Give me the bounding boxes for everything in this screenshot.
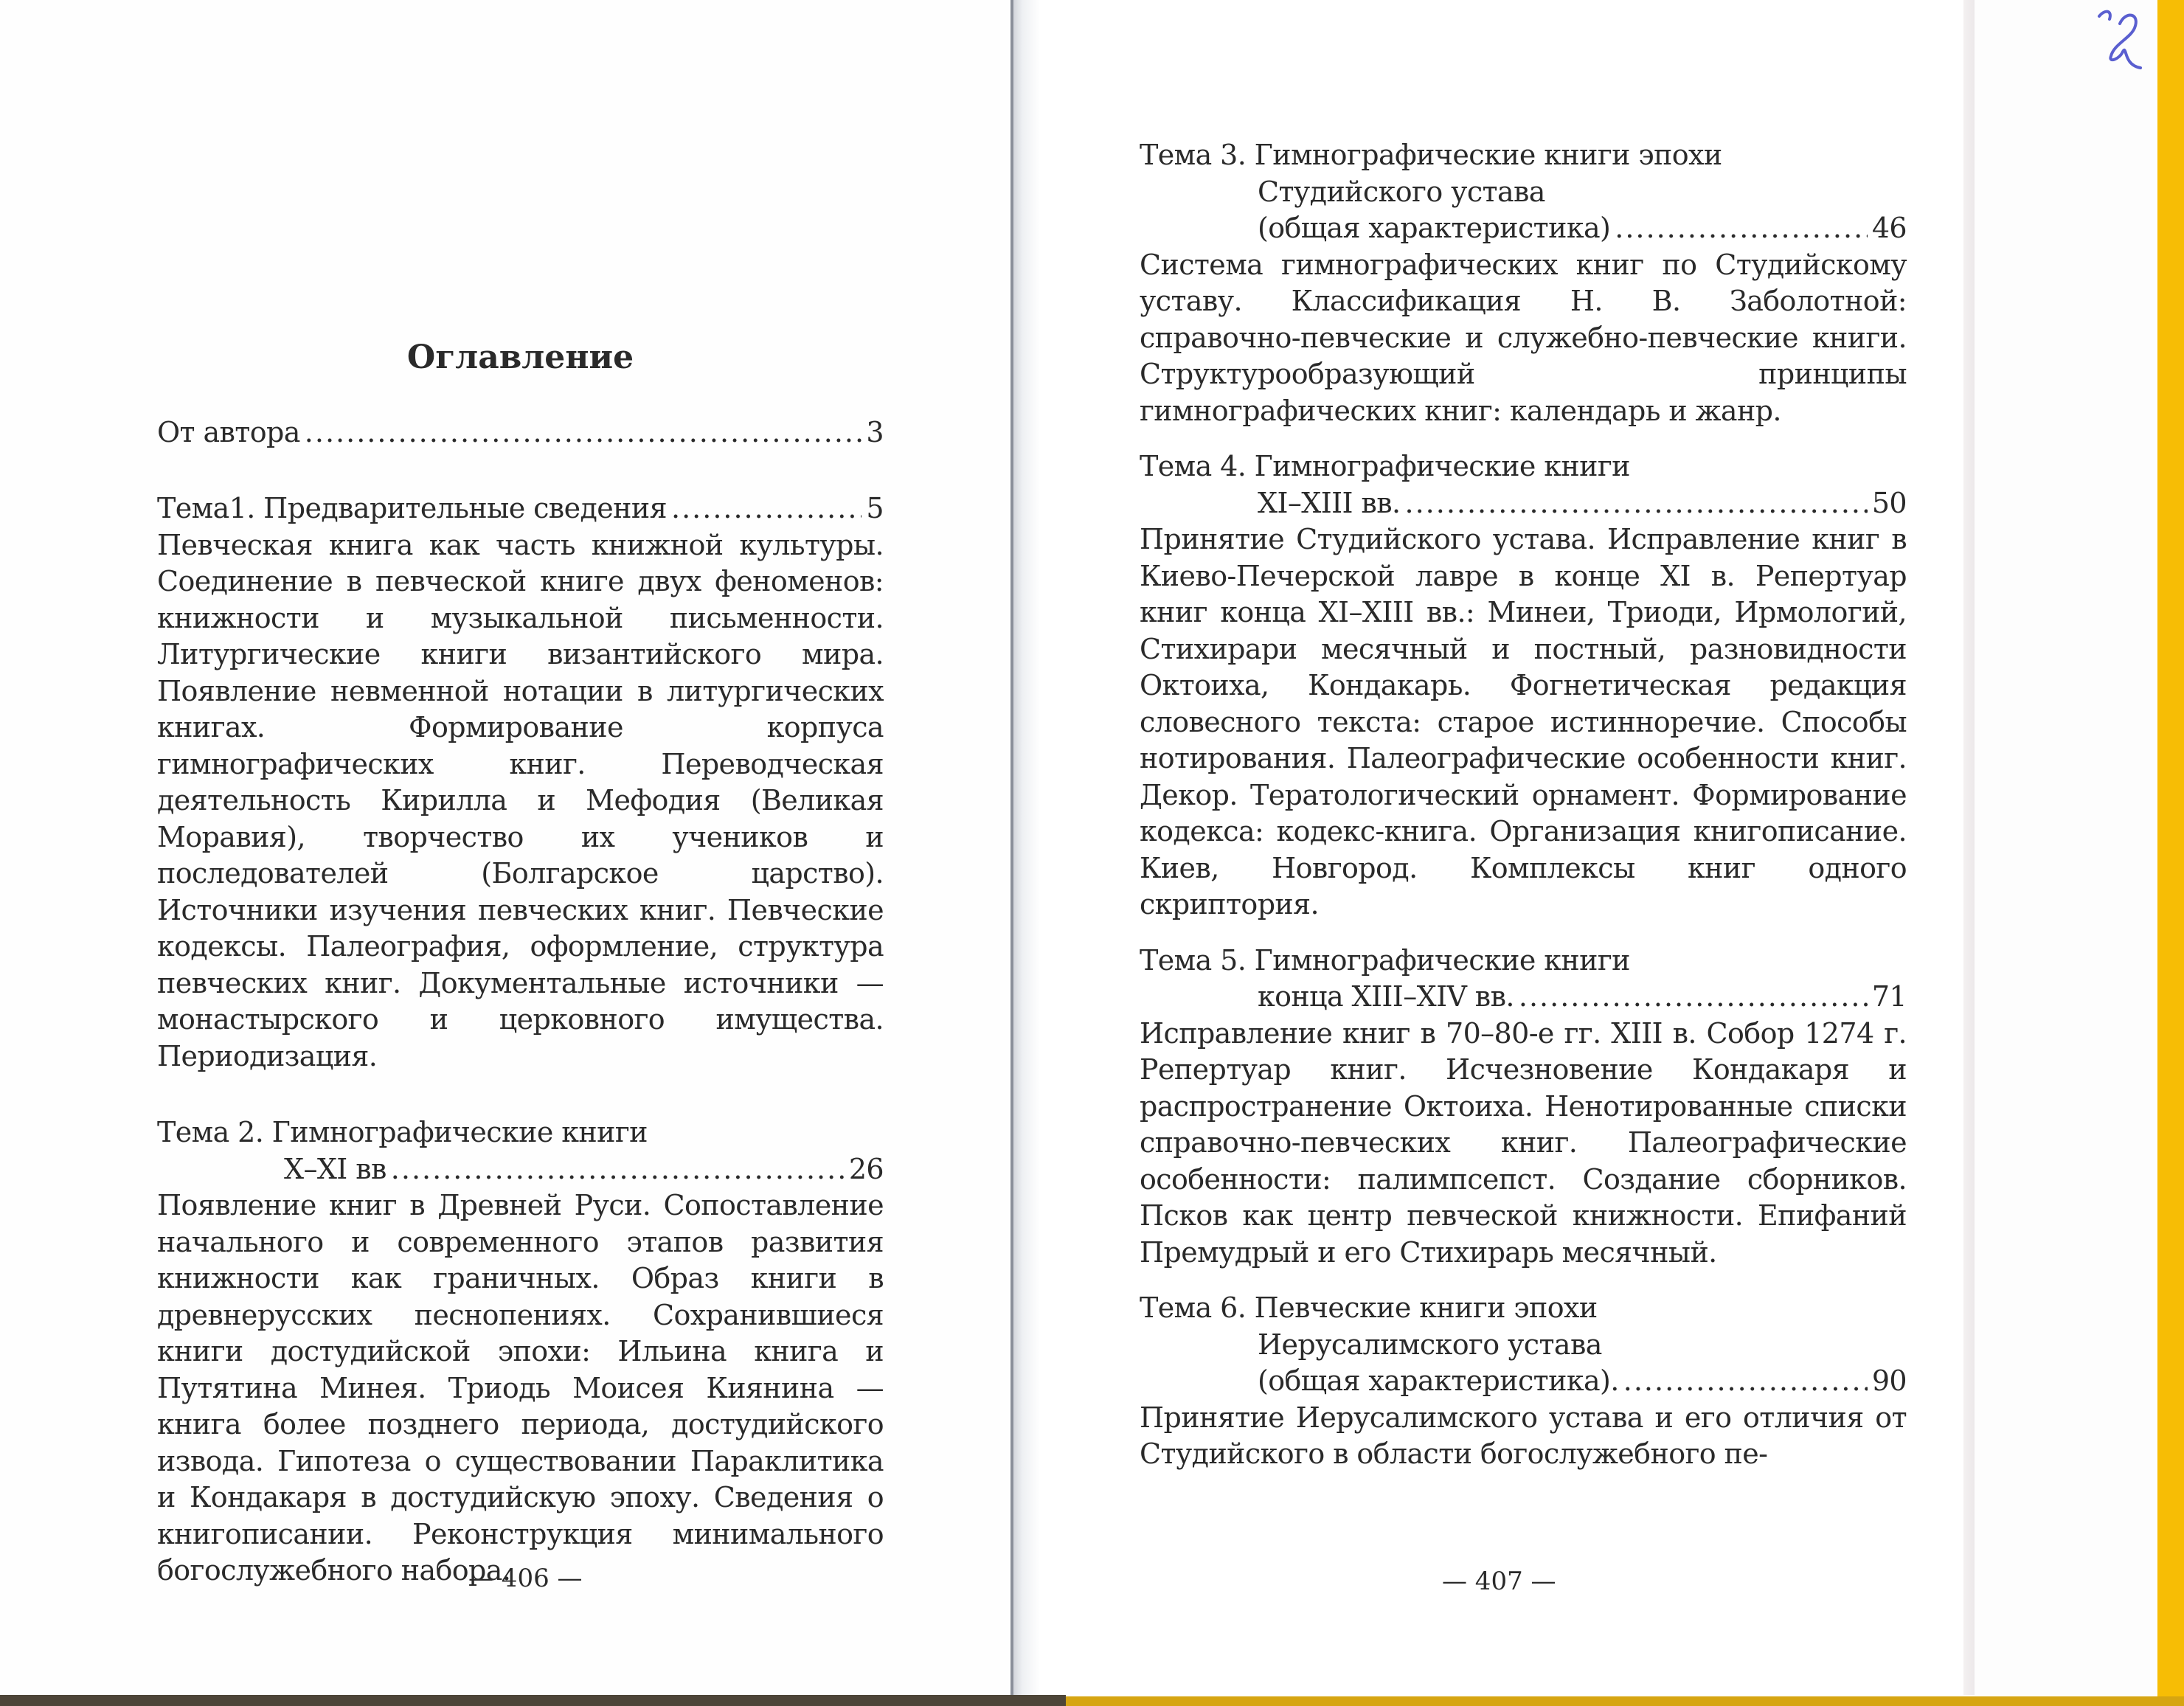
dot-leader [1615, 210, 1868, 247]
toc-left-column [157, 339, 884, 1589]
toc-entry-title-line: Иерусалимского устава [1258, 1328, 1602, 1361]
scanner-bottom-edge [0, 1695, 1066, 1706]
toc-entry-title: XI–XIII вв. [1258, 486, 1401, 519]
toc-leader-line [157, 415, 884, 451]
toc-entry-topic-4[interactable] [1140, 448, 1907, 923]
toc-entry-page: 26 [848, 1152, 884, 1185]
toc-entry-title-line: Тема 6. Певческие книги эпохи [1140, 1291, 1598, 1324]
toc-leader-line [157, 1151, 884, 1188]
toc-entry-title-line: Тема 5. Гимнографические книги [1140, 943, 1630, 977]
toc-entry-page: 46 [1871, 212, 1907, 244]
toc-entry-title-line: Тема 3. Гимнографические книги эпохи [1140, 139, 1722, 171]
toc-entry-page: 71 [1871, 980, 1907, 1013]
dot-leader [1623, 1363, 1868, 1400]
toc-entry-author[interactable] [157, 415, 884, 451]
handwritten-page-mark [2096, 6, 2149, 72]
dot-leader [1519, 979, 1868, 1016]
toc-entry-title-line: Тема 2. Гимнографические книги [157, 1116, 648, 1148]
toc-entry-title-line: Тема 4. Гимнографические книги [1140, 450, 1630, 482]
toc-entry-title: конца XIII–XIV вв. [1258, 980, 1514, 1013]
cover-edge-right [2157, 0, 2184, 1706]
toc-entry-description: Принятие Иерусалимского устава и его отличия от Студийского в области богослужебного пе- [1140, 1401, 1907, 1470]
toc-entry-topic-3[interactable] [1140, 137, 1907, 429]
page-number-left: — 406 — [468, 1564, 583, 1593]
toc-entry-title-line: Студийского устава [1258, 175, 1545, 208]
cover-edge-bottom [1066, 1696, 2184, 1706]
toc-entry-description: Певческая книга как часть книжной культуры. Соединение в певческой книге двух феноменов: книжности и музыкальной письменности. Литургические книги византийского мира. Появление невменной нотации в литургических книгах. Формирование корпуса гимнографических книг. Переводческая деятельность Кирилла и Мефодия (Великая Моравия), творчество их учеников и последователей (Болгарское царство). Источники изучения певческих книг. Певческие кодексы. Палеография, оформление, структура певческих книг. Документальные источники — монастырского и церковного имущества. Периодизация. [157, 528, 884, 1072]
toc-entry-title: X–XI вв [284, 1152, 386, 1185]
toc-leader-line [1140, 979, 1907, 1016]
toc-entry-description: Исправление книг в 70–80-е гг. XIII в. Собор 1274 г. Репертуар книг. Исчезновение Кондакаря и распространение Октоиха. Ненотированные списки справочно-певческих книг. Палеографические особенности: палимпсепст. Создание сборников. Псков как центр певческой книжности. Епифаний Премудрый и его Стихирарь месячный. [1140, 1016, 1907, 1269]
toc-entry-page: 90 [1871, 1365, 1907, 1397]
toc-leader-line [157, 490, 884, 527]
book-gutter-line [1010, 0, 1013, 1695]
toc-entry-topic-1[interactable] [157, 490, 884, 1075]
toc-entry-title: От автора [157, 415, 300, 448]
toc-entry-page: 5 [866, 492, 884, 524]
toc-leader-line [1140, 1363, 1907, 1400]
toc-entry-title: (общая характеристика). [1258, 1365, 1619, 1397]
dot-leader [391, 1151, 845, 1188]
dot-leader [1405, 485, 1868, 522]
toc-entry-description: Появление книг в Древней Руси. Сопоставление начального и современного этапов развития книжности как граничных. Образ книги в древнерусских песнопениях. Сохранившиеся книги достудийской эпохи: Ильина книга и Путятина Минея. Триодь Моисея Киянина — книга более позднего периода, достудийского извода. Гипотеза о существовании Параклитика и Кондакаря в достудийскую эпоху. Сведения о книгописании. Реконструкция минимального богослужебного набора. [157, 1189, 884, 1587]
toc-entry-topic-5[interactable] [1140, 943, 1907, 1272]
book-spine-shadow [1010, 0, 1040, 1695]
toc-entry-topic-2[interactable] [157, 1114, 884, 1589]
toc-heading: Оглавление [406, 339, 634, 376]
toc-entry-description: Принятие Студийского устава. Исправление книг в Киево-Печерской лавре в конце XI в. Репертуар книг конца XI–XIII вв.: Минеи, Триоди, Ирмологий, Стихирари месячный и постный, разновидности Октоиха, Кондакарь. Фогнетическая редакция словесного текста: старое истинноречие. Способы нотирования. Палеографические особенности книг. Декор. Тератологический орнамент. Формирование кодекса: кодекс-книга. Организация книгописание. Киев, Новгород. Комплексы книг одного скриптория. [1140, 523, 1907, 920]
page-edge-strip [1963, 0, 1975, 1695]
dot-leader [671, 490, 862, 527]
toc-right-column [1140, 137, 1907, 1473]
toc-entry-page: 3 [866, 415, 884, 448]
toc-entry-title: Тема1. Предварительные сведения [157, 492, 667, 524]
toc-leader-line [1140, 485, 1907, 522]
toc-entry-description: Система гимнографических книг по Студийскому уставу. Классификация Н. В. Заболотной: справочно-певческие и служебно-певческие книги. Структурообразующий принципы гимнографических книг: календарь и жанр. [1140, 248, 1907, 427]
toc-entry-page: 50 [1871, 486, 1907, 519]
toc-entry-topic-6[interactable] [1140, 1290, 1907, 1473]
toc-entry-title: (общая характеристика) [1258, 212, 1611, 244]
toc-leader-line [1140, 210, 1907, 247]
page-number-right: — 407 — [1442, 1567, 1556, 1596]
dot-leader [305, 415, 862, 451]
